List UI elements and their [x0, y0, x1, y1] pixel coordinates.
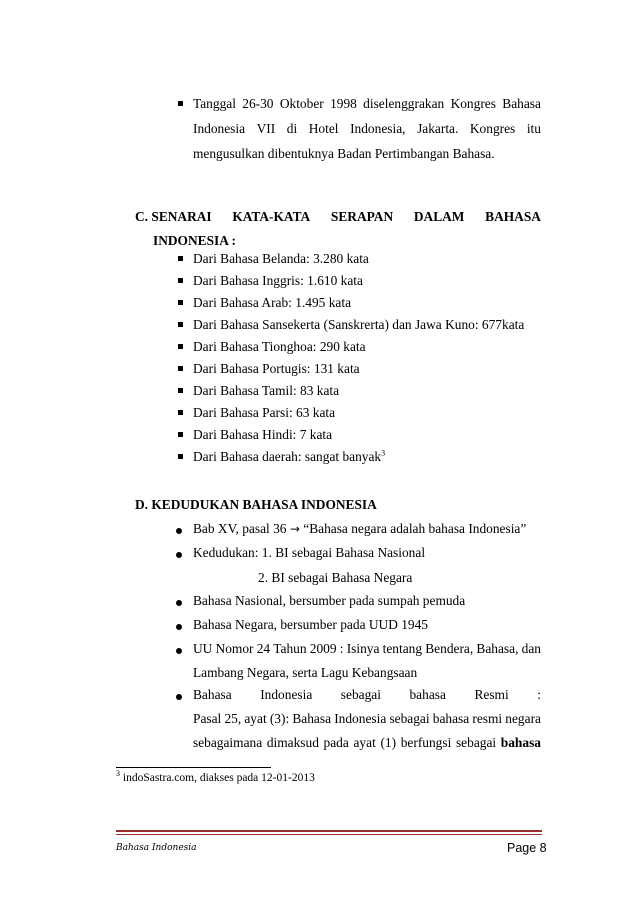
word: C. SENARAI — [135, 209, 212, 224]
loanword-source-text: Dari Bahasa Tamil: 83 kata — [193, 383, 340, 398]
bahasa-negara-item: Bahasa Negara, bersumber pada UUD 1945 — [193, 617, 428, 632]
word: Jakarta. — [417, 121, 459, 136]
word: SERAPAN — [330, 209, 394, 224]
intro-bullet-line1 — [193, 96, 541, 112]
word: Pasal — [193, 711, 222, 726]
word: Kongres — [469, 121, 516, 136]
word: 25, — [224, 711, 242, 726]
loanword-source-item — [193, 251, 369, 267]
word: Resmi — [474, 687, 509, 702]
resmi-item-line1 — [193, 687, 541, 703]
loanword-source-text: Dari Bahasa Sansekerta (Sanskrerta) dan Jawa Kuno: 677kata — [193, 317, 525, 332]
word: Bendera, — [425, 641, 474, 656]
loanword-source-text: Dari Bahasa Tionghoa: 290 kata — [193, 339, 366, 354]
page-number: Page 8 — [507, 841, 547, 855]
word: KATA-KATA — [232, 209, 311, 224]
footer-rule-top — [116, 830, 542, 832]
square-bullet-icon — [178, 388, 183, 393]
loanword-source-item — [193, 295, 351, 311]
bab-xv-prefix: Bab XV, pasal 36 — [193, 521, 287, 536]
loanword-source-item — [193, 273, 363, 289]
word: Kongres — [450, 96, 496, 111]
word: Tahun — [273, 641, 307, 656]
word: 26-30 — [242, 96, 274, 111]
section-c-heading-line1 — [135, 209, 541, 225]
round-bullet-icon — [176, 528, 182, 534]
word: Isinya — [346, 641, 380, 656]
word: Tanggal — [193, 96, 236, 111]
word: 24 — [256, 641, 271, 656]
word: di — [286, 121, 298, 136]
loanword-source-item — [193, 361, 360, 377]
word: Nomor — [215, 641, 254, 656]
square-bullet-icon — [178, 322, 183, 327]
resmi-item-line3 — [193, 735, 541, 751]
word: itu — [526, 121, 541, 136]
loanword-source-text: Dari Bahasa Inggris: 1.610 kata — [193, 273, 363, 288]
square-bullet-icon — [178, 256, 183, 261]
square-bullet-icon — [178, 101, 183, 106]
intro-bullet-line3: mengusulkan dibentuknya Badan Pertimbangan Bahasa. — [193, 146, 495, 161]
square-bullet-icon — [178, 278, 183, 283]
round-bullet-icon — [176, 624, 182, 630]
round-bullet-icon — [176, 600, 182, 606]
square-bullet-icon — [178, 454, 183, 459]
word: : — [537, 687, 541, 702]
footer-title: Bahasa Indonesia — [116, 843, 197, 853]
word: Bahasa, — [476, 641, 519, 656]
intro-bullet-line2 — [193, 121, 541, 137]
loanword-source-text: Dari Bahasa Portugis: 131 kata — [193, 361, 360, 376]
loanword-source-text: Dari Bahasa Parsi: 63 kata — [193, 405, 336, 420]
word: Hotel — [308, 121, 339, 136]
word: (3): — [269, 711, 290, 726]
footnote-rule — [116, 767, 271, 768]
uu-item-line1 — [193, 641, 541, 657]
word: Indonesia — [260, 687, 313, 702]
loanword-source-item — [193, 449, 385, 465]
word: Indonesia — [193, 121, 246, 136]
footnote-ref-mark: 3 — [381, 448, 386, 458]
square-bullet-icon — [178, 432, 183, 437]
footnote-mark: 3 — [116, 769, 120, 779]
section-c-heading-line2: INDONESIA : — [153, 233, 236, 248]
word: dan — [521, 641, 541, 656]
loanword-source-text: Dari Bahasa Hindi: 7 kata — [193, 427, 333, 442]
round-bullet-icon — [176, 552, 182, 558]
word: sebagai — [389, 711, 430, 726]
word: diselenggrakan — [363, 96, 445, 111]
word: bahasa — [432, 711, 470, 726]
kedudukan-line1: Kedudukan: 1. BI sebagai Bahasa Nasional — [193, 545, 426, 560]
loanword-source-text: Dari Bahasa Arab: 1.495 kata — [193, 295, 352, 310]
word: sebagaimana — [193, 735, 263, 750]
word: VII — [256, 121, 276, 136]
square-bullet-icon — [178, 410, 183, 415]
word: BAHASA — [485, 209, 541, 224]
bab-xv-item — [193, 521, 526, 537]
word: ayat — [244, 711, 267, 726]
word: sebagai — [340, 687, 381, 702]
bab-xv-quote: “Bahasa negara adalah bahasa Indonesia” — [303, 521, 527, 536]
loanword-source-text: Dari Bahasa daerah: sangat banyak — [193, 449, 382, 464]
word: : — [339, 641, 344, 656]
word: ayat — [353, 735, 376, 750]
word: tentang — [382, 641, 423, 656]
word: bahasa — [500, 735, 541, 750]
word: sebagai — [455, 735, 497, 750]
word: berfungsi — [400, 735, 452, 750]
loanword-source-item — [193, 427, 332, 443]
kedudukan-line2: 2. BI sebagai Bahasa Negara — [258, 570, 413, 585]
footer-rule-bottom — [116, 834, 542, 835]
word: UU — [193, 641, 213, 656]
footnote — [116, 769, 315, 784]
loanword-source-text: Dari Bahasa Belanda: 3.280 kata — [193, 251, 369, 266]
word: bahasa — [409, 687, 446, 702]
word: Bahasa — [292, 711, 332, 726]
loanword-source-item — [193, 339, 366, 355]
resmi-item-line2 — [193, 711, 541, 727]
word: DALAM — [413, 209, 465, 224]
word: Oktober — [279, 96, 324, 111]
word: Indonesia — [334, 711, 387, 726]
word: 1998 — [330, 96, 357, 111]
word: dimaksud — [266, 735, 319, 750]
loanword-source-item — [193, 383, 339, 399]
square-bullet-icon — [178, 300, 183, 305]
bahasa-nasional-item: Bahasa Nasional, bersumber pada sumpah pemuda — [193, 593, 466, 608]
word: Bahasa — [193, 687, 232, 702]
footnote-text: indoSastra.com, diakses pada 12-01-2013 — [122, 772, 315, 784]
loanword-source-item — [193, 317, 524, 333]
uu-item-line2: Lambang Negara, serta Lagu Kebangsaan — [193, 665, 418, 680]
section-d-heading: D. KEDUDUKAN BAHASA INDONESIA — [135, 497, 377, 512]
word: resmi — [472, 711, 503, 726]
square-bullet-icon — [178, 366, 183, 371]
loanword-source-item — [193, 405, 335, 421]
round-bullet-icon — [176, 694, 182, 700]
word: negara — [505, 711, 541, 726]
word: Bahasa — [502, 96, 541, 111]
word: (1) — [380, 735, 397, 750]
word: Indonesia, — [350, 121, 406, 136]
word: 2009 — [309, 641, 337, 656]
round-bullet-icon — [176, 648, 182, 654]
square-bullet-icon — [178, 344, 183, 349]
word: pada — [323, 735, 349, 750]
right-arrow-icon: → — [289, 522, 300, 536]
